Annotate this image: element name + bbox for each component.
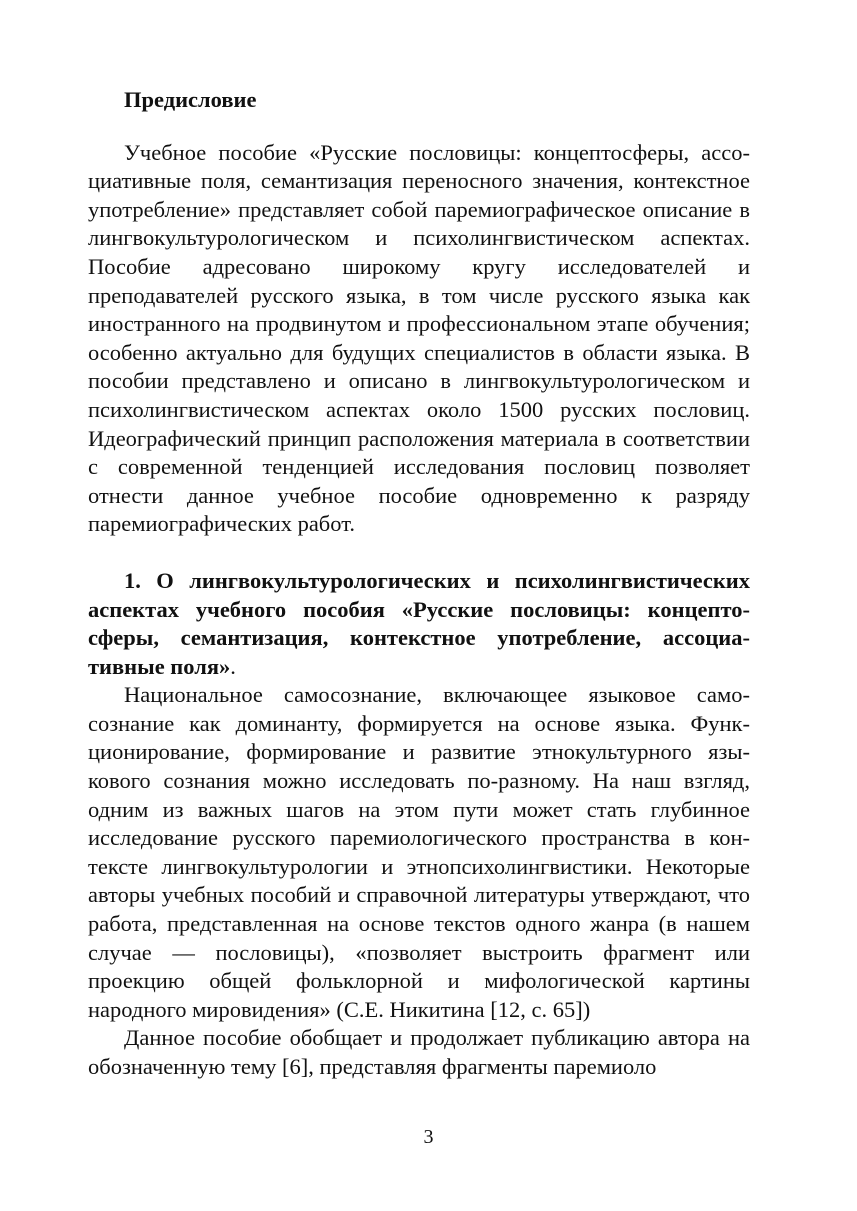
section-title-bold: 1. О лингвокультурологических и психолингвистических аспектах учебного пособия «Русские пословицы: концептосферы, семантизация, контекстное употребление, ассоциативные поля» <box>88 567 750 679</box>
body-paragraph: Данное пособие обобщает и продолжает публикацию автора на обозначенную тему [6], представляя фрагменты паремиоло <box>88 1025 750 1079</box>
section-title-end: . <box>230 653 236 679</box>
page-heading: Предисловие <box>124 87 257 112</box>
document-page <box>88 86 750 1082</box>
page-number: 3 <box>423 1126 434 1148</box>
body-paragraph: Национальное самосознание, включающее языковое самосознание как доминанту, формируется на основе языка. Функционирование, формирование и развитие этнокультурного языкового сознания можно исследовать по-разному. На наш взгляд, одним из важных шагов на этом пути может стать глубинное исследование русского паремиологического пространства в контексте лингвокультурологии и этнопсихолингвистики. Некоторые авторы учебных пособий и справочной литературы утверждают, что работа, представленная на основе текстов одного жанра (в нашем случае — пословицы), «позволяет выстроить фрагмент или проекцию общей фольклорной и мифологической картины народного мировидения» (С.Е. Никитина [12, с. 65]) <box>88 682 750 1022</box>
section-title <box>88 567 750 681</box>
intro-paragraph: Учебное пособие «Русские пословицы: концептосферы, ассоциативные поля, семантизация переносного значения, контекстное употребление» представляет собой паремиографическое описание в лингвокультурологическом и психолингвистическом аспектах. Пособие адресовано широкому кругу исследователей и преподавателей русского языка, в том числе русского языка как иностранного на продвинутом и профессиональном этапе обучения; особенно актуально для будущих специалистов в области языка. В пособии представлено и описано в лингвокультурологическом и психолингвистическом аспектах около 1500 русских пословиц. Идеографический принцип расположения материала в соответствии с современной тенденцией исследования пословиц позволяет отнести данное учебное пособие одновременно к разряду паремиографических работ. <box>88 139 750 537</box>
